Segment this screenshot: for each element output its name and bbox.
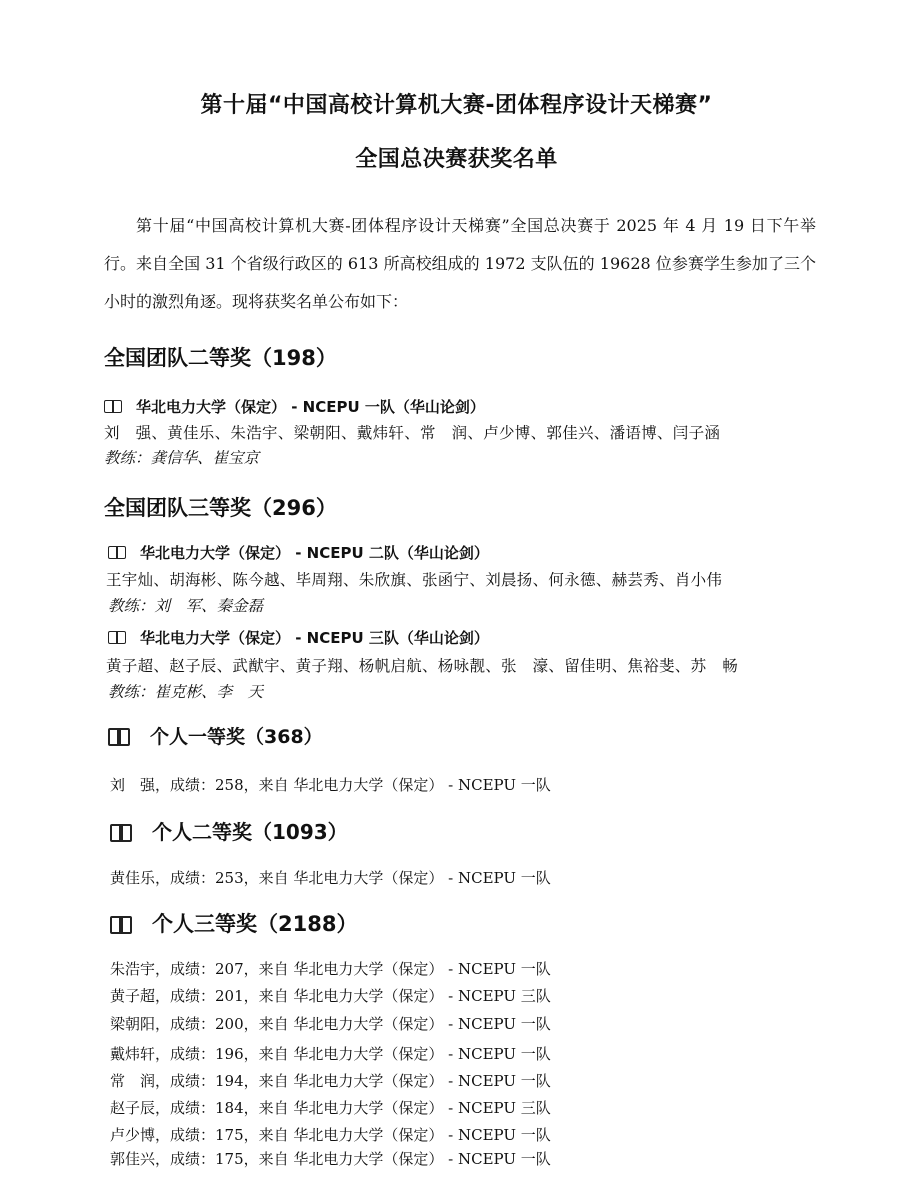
team-heading: [104, 396, 485, 417]
section-heading-indiv-second: 个人二等奖（1093）: [110, 816, 348, 845]
list-item: 朱浩宇，成绩：207，来自 华北电力大学（保定） - NCEPU 一队: [110, 960, 551, 978]
book-icon: [110, 916, 132, 932]
document-subtitle: 全国总决赛获奖名单: [355, 147, 558, 172]
team-coach: 教练：龚信华、崔宝京: [104, 449, 260, 467]
section-heading-team-second: 全国团队二等奖（198）: [104, 346, 337, 370]
book-icon: [108, 728, 130, 744]
team-coach: 教练：崔克彬、李 天: [108, 683, 264, 701]
team-members: 黄子超、赵子辰、武猷宇、黄子翔、杨帆启航、杨咏靓、张 濠、留佳明、焦裕斐、苏 畅: [106, 657, 739, 675]
list-item: 卢少博，成绩：175，来自 华北电力大学（保定） - NCEPU 一队: [110, 1126, 551, 1144]
team-members: 刘 强、黄佳乐、朱浩宇、梁朝阳、戴炜轩、常 润、卢少博、郭佳兴、潘语博、闫子涵: [104, 424, 721, 442]
book-icon: [108, 546, 126, 559]
team-name: 华北电力大学（保定） - NCEPU 二队（华山论剑）: [140, 544, 489, 562]
list-item: 常 润，成绩：194，来自 华北电力大学（保定） - NCEPU 一队: [110, 1072, 551, 1090]
list-item: 赵子辰，成绩：184，来自 华北电力大学（保定） - NCEPU 三队: [110, 1099, 551, 1117]
team-name: 华北电力大学（保定） - NCEPU 一队（华山论剑）: [136, 398, 485, 416]
intro-paragraph: 第十届“中国高校计算机大赛-团体程序设计天梯赛”全国总决赛于 2025 年 4 月 19 日下午举行。来自全国 31 个省级行政区的 613 所高校组成的 1972 支队伍的 19628 位参赛学生参加了三个小时的激烈角逐。现将获奖名单公布如下：: [104, 216, 816, 311]
book-icon: [104, 400, 122, 413]
section-heading-indiv-third: 个人三等奖（2188）: [110, 908, 357, 938]
list-item: 戴炜轩，成绩：196，来自 华北电力大学（保定） - NCEPU 一队: [110, 1045, 551, 1063]
team-heading: [108, 542, 489, 563]
document-title: 第十届“中国高校计算机大赛-团体程序设计天梯赛”: [200, 93, 713, 118]
team-heading: [108, 627, 489, 648]
section-heading-team-third: 全国团队三等奖（296）: [104, 496, 337, 520]
book-icon: [108, 631, 126, 644]
list-item: 黄佳乐，成绩：253，来自 华北电力大学（保定） - NCEPU 一队: [110, 869, 551, 887]
list-item: 梁朝阳，成绩：200，来自 华北电力大学（保定） - NCEPU 一队: [110, 1015, 551, 1033]
list-item: 刘 强，成绩：258，来自 华北电力大学（保定） - NCEPU 一队: [110, 776, 551, 794]
team-name: 华北电力大学（保定） - NCEPU 三队（华山论剑）: [140, 629, 489, 647]
list-item: 郭佳兴，成绩：175，来自 华北电力大学（保定） - NCEPU 一队: [110, 1150, 551, 1168]
team-coach: 教练：刘 军、秦金磊: [108, 597, 264, 615]
book-icon: [110, 824, 132, 840]
list-item: 黄子超，成绩：201，来自 华北电力大学（保定） - NCEPU 三队: [110, 987, 551, 1005]
team-members: 王宇灿、胡海彬、陈今越、毕周翔、朱欣旗、张函宁、刘晨扬、何永德、赫芸秀、肖小伟: [106, 571, 723, 589]
section-heading-indiv-first: 个人一等奖（368）: [108, 722, 323, 749]
